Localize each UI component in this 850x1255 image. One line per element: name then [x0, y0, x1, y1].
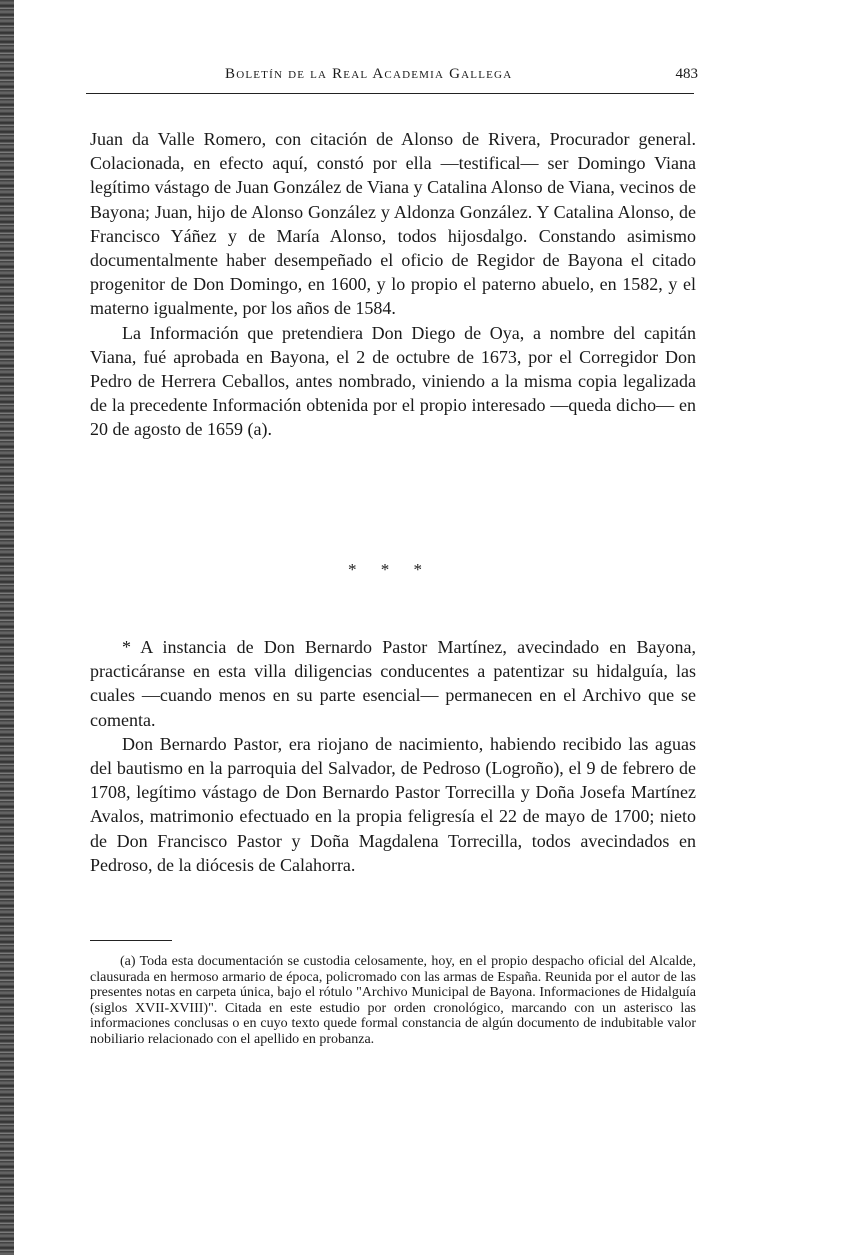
paragraph: La Información que pretendiera Don Diego de Oya, a nombre del capitán Viana, fué aprobada en Bayona, el 2 de octubre de 1673, por el Corregidor Don Pedro de Herrera Ceballos, antes nombrado, viniendo a la misma copia legalizada de la precedente Información obtenida por el propio interesado —queda dicho— en 20 de agosto de 1659 (a).	[90, 322, 696, 440]
journal-title: Boletín de la Real Academia Gallega	[225, 66, 513, 82]
paragraph: * A instancia de Don Bernardo Pastor Martínez, avecindado en Bayona, practicáranse en esta villa diligencias conducentes a patentizar su hidalguía, las cuales —cuando menos en su parte esencial— permanecen en el Archivo que se comenta.	[90, 637, 696, 730]
scan-binding-edge	[0, 0, 14, 1255]
section-separator: * * *	[348, 560, 432, 579]
page-number: 483	[675, 66, 698, 82]
section-pastor	[90, 635, 696, 877]
running-head	[90, 62, 698, 88]
paragraph: Don Bernardo Pastor, era riojano de nacimiento, habiendo recibido las aguas del bautismo en la parroquia del Salvador, de Pedroso (Logroño), el 9 de febrero de 1708, legítimo vástago de Don Bernardo Pastor Torrecilla y Doña Josefa Martínez Avalos, matrimonio efectuado en la propia feligresía el 22 de mayo de 1700; nieto de Don Francisco Pastor y Doña Magdalena Torrecilla, todos avecindados en Pedroso, de la diócesis de Calahorra.	[90, 733, 696, 875]
footnote: (a) Toda esta documentación se custodia celosamente, hoy, en el propio despacho oficial del Alcalde, clausurada en hermoso armario de época, policromado con las armas de España. Reunida por el autor de las presentes notas en carpeta única, bajo el rótulo "Archivo Municipal de Bayona. Informaciones de Hidalguía (siglos XVII-XVIII)". Citada en este estudio por orden cronológico, marcando con un asterisco las informaciones conclusas o en cuyo texto quede formal constancia de algún documento de indubitable valor nobiliario relacionado con el apellido en probanza.	[90, 954, 696, 1047]
footnote-rule	[90, 940, 172, 941]
section-viana	[90, 127, 696, 442]
header-rule	[86, 93, 694, 94]
paragraph: Juan da Valle Romero, con citación de Alonso de Rivera, Procurador general. Colacionada, en efecto aquí, constó por ella —testifical— ser Domingo Viana legítimo vástago de Juan González de Viana y Catalina Alonso de Viana, vecinos de Bayona; Juan, hijo de Alonso González y Aldonza González. Y Catalina Alonso, de Francisco Yáñez y de María Alonso, todos hijosdalgo. Constando asimismo documentalmente haber desempeñado el oficio de Regidor de Bayona el citado progenitor de Don Domingo, en 1600, y lo propio el paterno abuelo, en 1582, y el materno igualmente, por los años de 1584.	[90, 129, 696, 319]
